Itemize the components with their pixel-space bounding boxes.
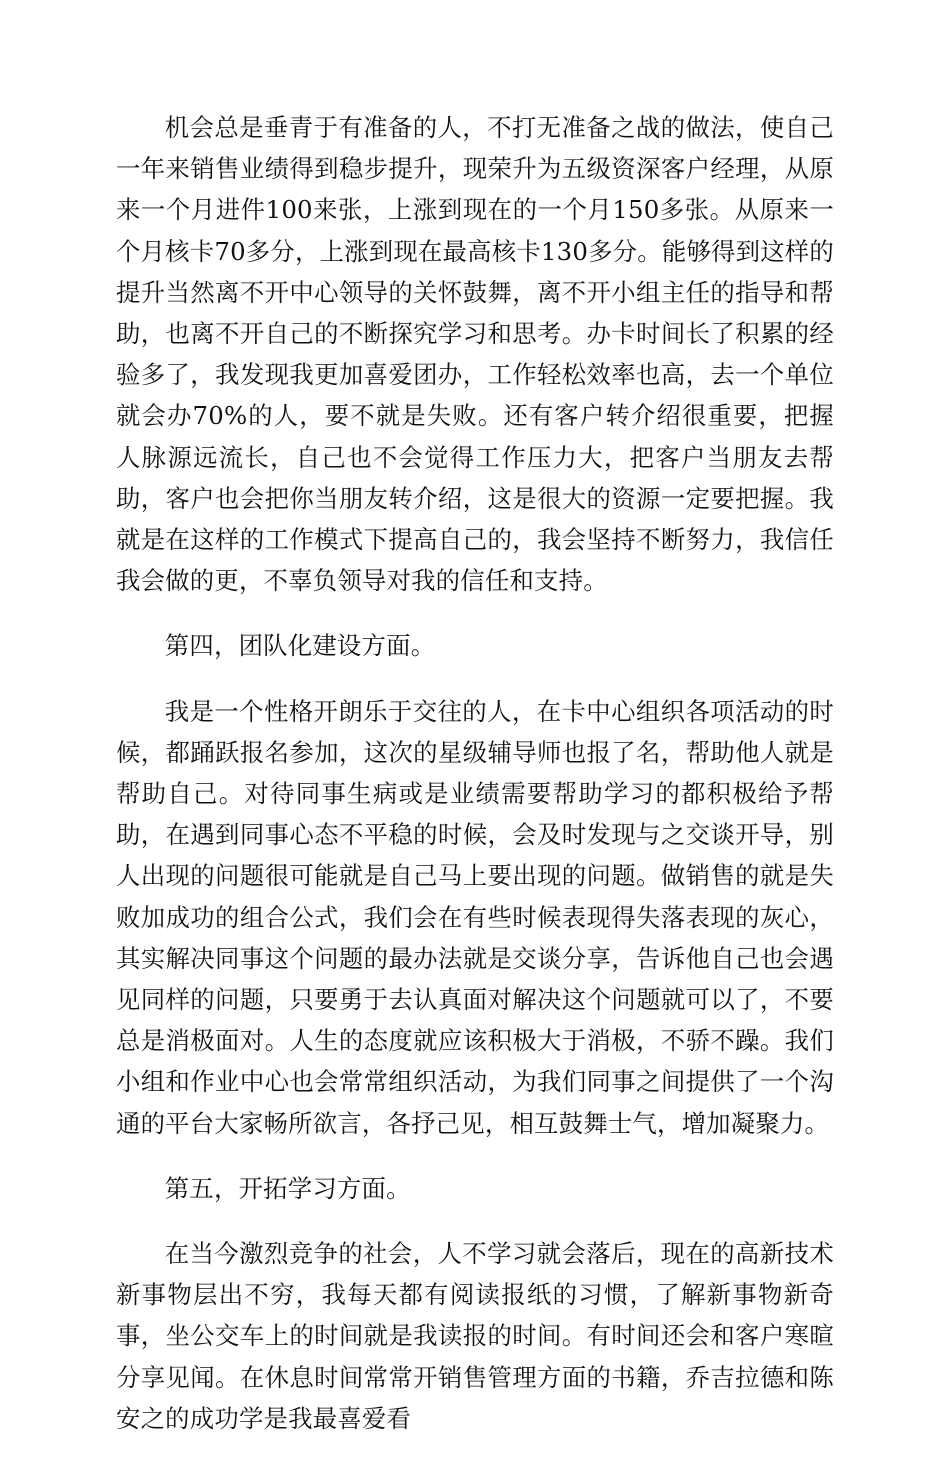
- paragraph-sales-performance: 机会总是垂青于有准备的人，不打无准备之战的做法，使自己一年来销售业绩得到稳步提升，现荣升为五级资深客户经理，从原来一个月进件100来张，上涨到现在的一个月150多张。从原来一个月核卡70多分，上涨到现在最高核卡130多分。能够得到这样的提升当然离不开中心领导的关怀鼓舞，离不开小组主任的指导和帮助，也离不开自己的不断探究学习和思考。办卡时间长了积累的经验多了，我发现我更加喜爱团办，工作轻松效率也高，去一个单位就会办70%的人，要不就是失败。还有客户转介绍很重要，把握人脉源远流长，自己也不会觉得工作压力大，把客户当朋友去帮助，客户也会把你当朋友转介绍，这是很大的资源一定要把握。我就是在这样的工作模式下提高自己的，我会坚持不断努力，我信任我会做的更，不辜负领导对我的信任和支持。: [116, 113, 834, 596]
- section-heading-learning: 第五，开拓学习方面。: [164, 1173, 411, 1203]
- section-heading-team-building: 第四，团队化建设方面。: [164, 631, 436, 661]
- paragraph-team-building: 我是一个性格开朗乐于交往的人，在卡中心组织各项活动的时候，都踊跃报名参加，这次的星级辅导师也报了名，帮助他人就是帮助自己。对待同事生病或是业绩需要帮助学习的都积极给予帮助，在遇到同事心态不平稳的时候，会及时发现与之交谈开导，别人出现的问题很可能就是自己马上要出现的问题。做销售的就是失败加成功的组合公式，我们会在有些时候表现得失落表现的灰心，其实解决同事这个问题的最办法就是交谈分享，告诉他自己也会遇见同样的问题，只要勇于去认真面对解决这个问题就可以了，不要总是消极面对。人生的态度就应该积极大于消极，不骄不躁。我们小组和作业中心也会常常组织活动，为我们同事之间提供了一个沟通的平台大家畅所欲言，各抒己见，相互鼓舞士气，增加凝聚力。: [116, 696, 834, 1138]
- paragraph-learning: 在当今激烈竞争的社会，人不学习就会落后，现在的高新技术新事物层出不穷，我每天都有阅读报纸的习惯，了解新事物新奇事，坐公交车上的时间就是我读报的时间。有时间还会和客户寒暄分享见闻。在休息时间常常开销售管理方面的书籍，乔吉拉德和陈安之的成功学是我最喜爱看: [116, 1239, 834, 1433]
- document-body: [116, 107, 834, 1463]
